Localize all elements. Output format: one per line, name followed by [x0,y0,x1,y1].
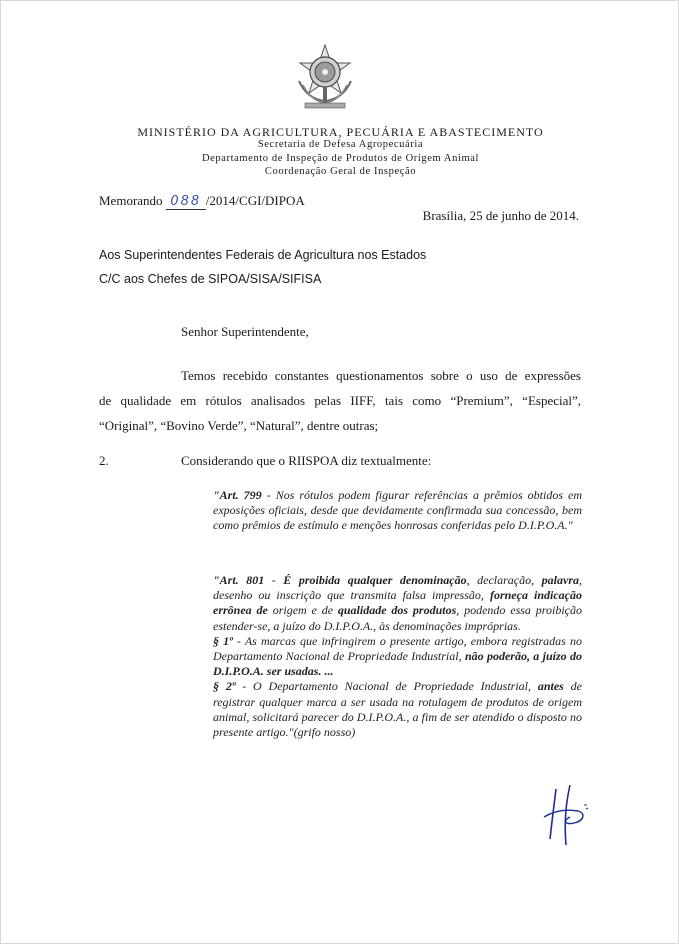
handwritten-initials-signature [536,781,596,849]
quote-2-text-1: , declaração, [466,573,542,587]
quote-2-body [213,573,582,634]
memo-number: 088 [166,194,206,210]
paragraph-1 [99,363,581,438]
section-2-bold: antes [537,679,564,694]
memo-prefix: Memorando [99,193,166,208]
section-1-bold: não poderão, a juízo do D.I.P.O.A. ser usadas. ... [213,649,583,679]
section-2-text: - O Departamento Nacional de Propriedade Industrial, [235,679,538,694]
section-2-lead: § 2º [213,679,236,694]
quote-art-799 [213,488,582,534]
quote-2-bold-4: qualidade dos produtos [337,603,457,618]
coordination-line: Coordenação Geral de Inspeção [264,166,417,177]
recipient-line-1: Aos Superintendentes Federais de Agricultura nos Estados [99,248,427,262]
quote-art-801 [213,573,582,740]
secretariat-line: Secretaria de Defesa Agropecuária [257,139,424,150]
section-1-text: - As marcas que infringirem o presente artigo, embora registradas no Departamento Nacional de Propriedade Industrial, [213,633,582,664]
quote-2-lead: "Art. 801 [213,573,265,587]
recipient-line-2: C/C aos Chefes de SIPOA/SISA/SIFISA [99,272,322,286]
quote-2-bold-1: É proibida qualquer denominação [283,573,467,587]
paragraph-2-text: Considerando que o RIISPOA diz textualmente: [181,453,432,468]
greeting: Senhor Superintendente, [181,324,309,339]
quote-2-bold-3: forneça indicação errônea de [213,588,582,618]
section-2-text-2: de registrar qualquer marca a ser usada na rotulagem de produtos de origem animal, solicitará parecer do D.I.P.O.A., a fim de ser atendido o disposto no presente artigo."(grifo nosso) [213,679,583,740]
memo-reference [99,193,305,210]
quote-2-section-2 [213,679,582,740]
memo-date: Brasília, 25 de junho de 2014. [422,208,579,223]
quote-2-bold-2: palavra [541,573,580,587]
ministry-title: MINISTÉRIO DA AGRICULTURA, PECUÁRIA E ABASTECIMENTO [137,125,544,139]
department-line: Departamento de Inspeção de Produtos de Origem Animal [201,153,480,164]
quote-2-section-1 [213,634,582,680]
quote-2-text-3: origem e de [267,603,338,618]
memo-suffix: /2014/CGI/DIPOA [205,193,305,208]
quote-2-text-4: , podendo essa proibição estender-se, a juízo do D.I.P.O.A., às denominações impróprias. [213,603,582,633]
paragraph-1-first-line: Temos recebido constantes questionamentos sobre o uso de expressões [181,368,581,383]
quote-2-text-2: , desenho ou inscrição que transmita falsa impressão, [213,573,583,603]
section-1-lead: § 1º [213,633,233,648]
coat-of-arms-emblem [293,41,357,111]
paragraph-2-number: 2. [99,453,109,468]
quote-1-text: - Nos rótulos podem figurar referências a prêmios obtidos em exposições oficiais, desde que devidamente confirmada sua concessão, bem como prêmios de estímulo e menções honrosas conferidas pelo D.I.P.O.A." [213,488,582,533]
quote-2-sep: - [264,573,284,587]
quote-1-lead: "Art. 799 [213,488,262,502]
paragraph-1-rest: de qualidade em rótulos analisados pelas IIFF, tais como “Premium”, “Especial”, “Original”, “Bovino Verde”, “Natural”, dentre outras; [99,393,581,433]
